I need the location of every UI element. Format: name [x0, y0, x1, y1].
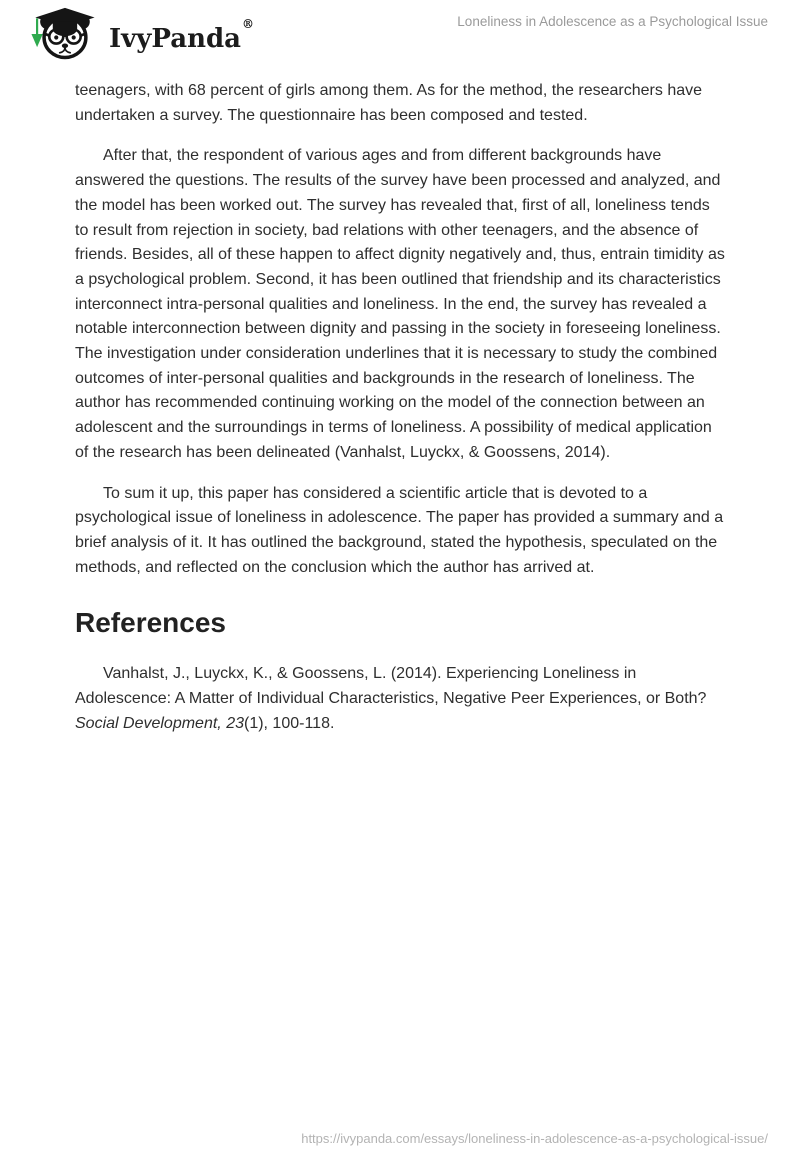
brand-label: IvyPanda: [109, 24, 242, 54]
paragraph-conclusion: To sum it up, this paper has considered a scientific article that is devoted to a psychological issue of loneliness in adolescence. The paper has provided a summary and a brief analysis of it. It has outlined the background, stated the hypothesis, speculated on the methods, and reflected on the conclusion which the author has arrived at.: [75, 484, 724, 576]
paragraph-survey-results: After that, the respondent of various ages and from different backgrounds have answered the questions. The results of the survey have been processed and analyzed, and the model has been worked out. The survey has revealed that, first of all, loneliness tends to result from rejection in society, bad relations with other teenagers, and the absence of friends. Besides, all of these happen to affect dignity negatively and, thus, entrain timidity as a psychological problem. Second, it has been outlined that friendship and its characteristics interconnect intra-personal qualities and loneliness. In the end, the survey has revealed a notable interconnection between dignity and passing in the society in foreseeing loneliness. The investigation under consideration underlines that it is necessary to study the combined outcomes of inter-personal qualities and backgrounds in the research of loneliness. The author has recommended continuing working on the model of the connection between an adolescent and the surroundings in terms of loneliness. A possibility of medical application of the research has been delineated (Vanhalst, Luyckx, & Goossens, 2014).: [75, 147, 725, 461]
page-header: [0, 0, 800, 64]
reference-authors-title: Vanhalst, J., Luyckx, K., & Goossens, L. (2014). Experiencing Loneliness in Adolescence: A Matter of Individual Characteristics, Negative Peer Experiences, or Both?: [75, 665, 707, 708]
reference-issue-pages: (1), 100-118.: [243, 714, 335, 732]
source-url-link[interactable]: https://ivypanda.com/essays/loneliness-in-adolescence-as-a-psychological-issue/: [301, 1131, 768, 1146]
registered-trademark: ®: [242, 17, 255, 32]
page-footer: [301, 1131, 768, 1146]
panda-graduate-icon: [14, 7, 102, 61]
reference-entry: [75, 662, 727, 736]
brand-name: [109, 16, 253, 52]
paragraph-continuation: teenagers, with 68 percent of girls among them. As for the method, the researchers have undertaken a survey. The questionnaire has been composed and tested.: [75, 82, 703, 124]
references-heading: References: [75, 607, 226, 639]
reference-journal-name: Social Development, 23: [75, 714, 244, 732]
document-title: Loneliness in Adolescence as a Psychological Issue: [457, 14, 768, 29]
essay-body: [75, 79, 727, 736]
ivypanda-logo: [14, 7, 253, 61]
